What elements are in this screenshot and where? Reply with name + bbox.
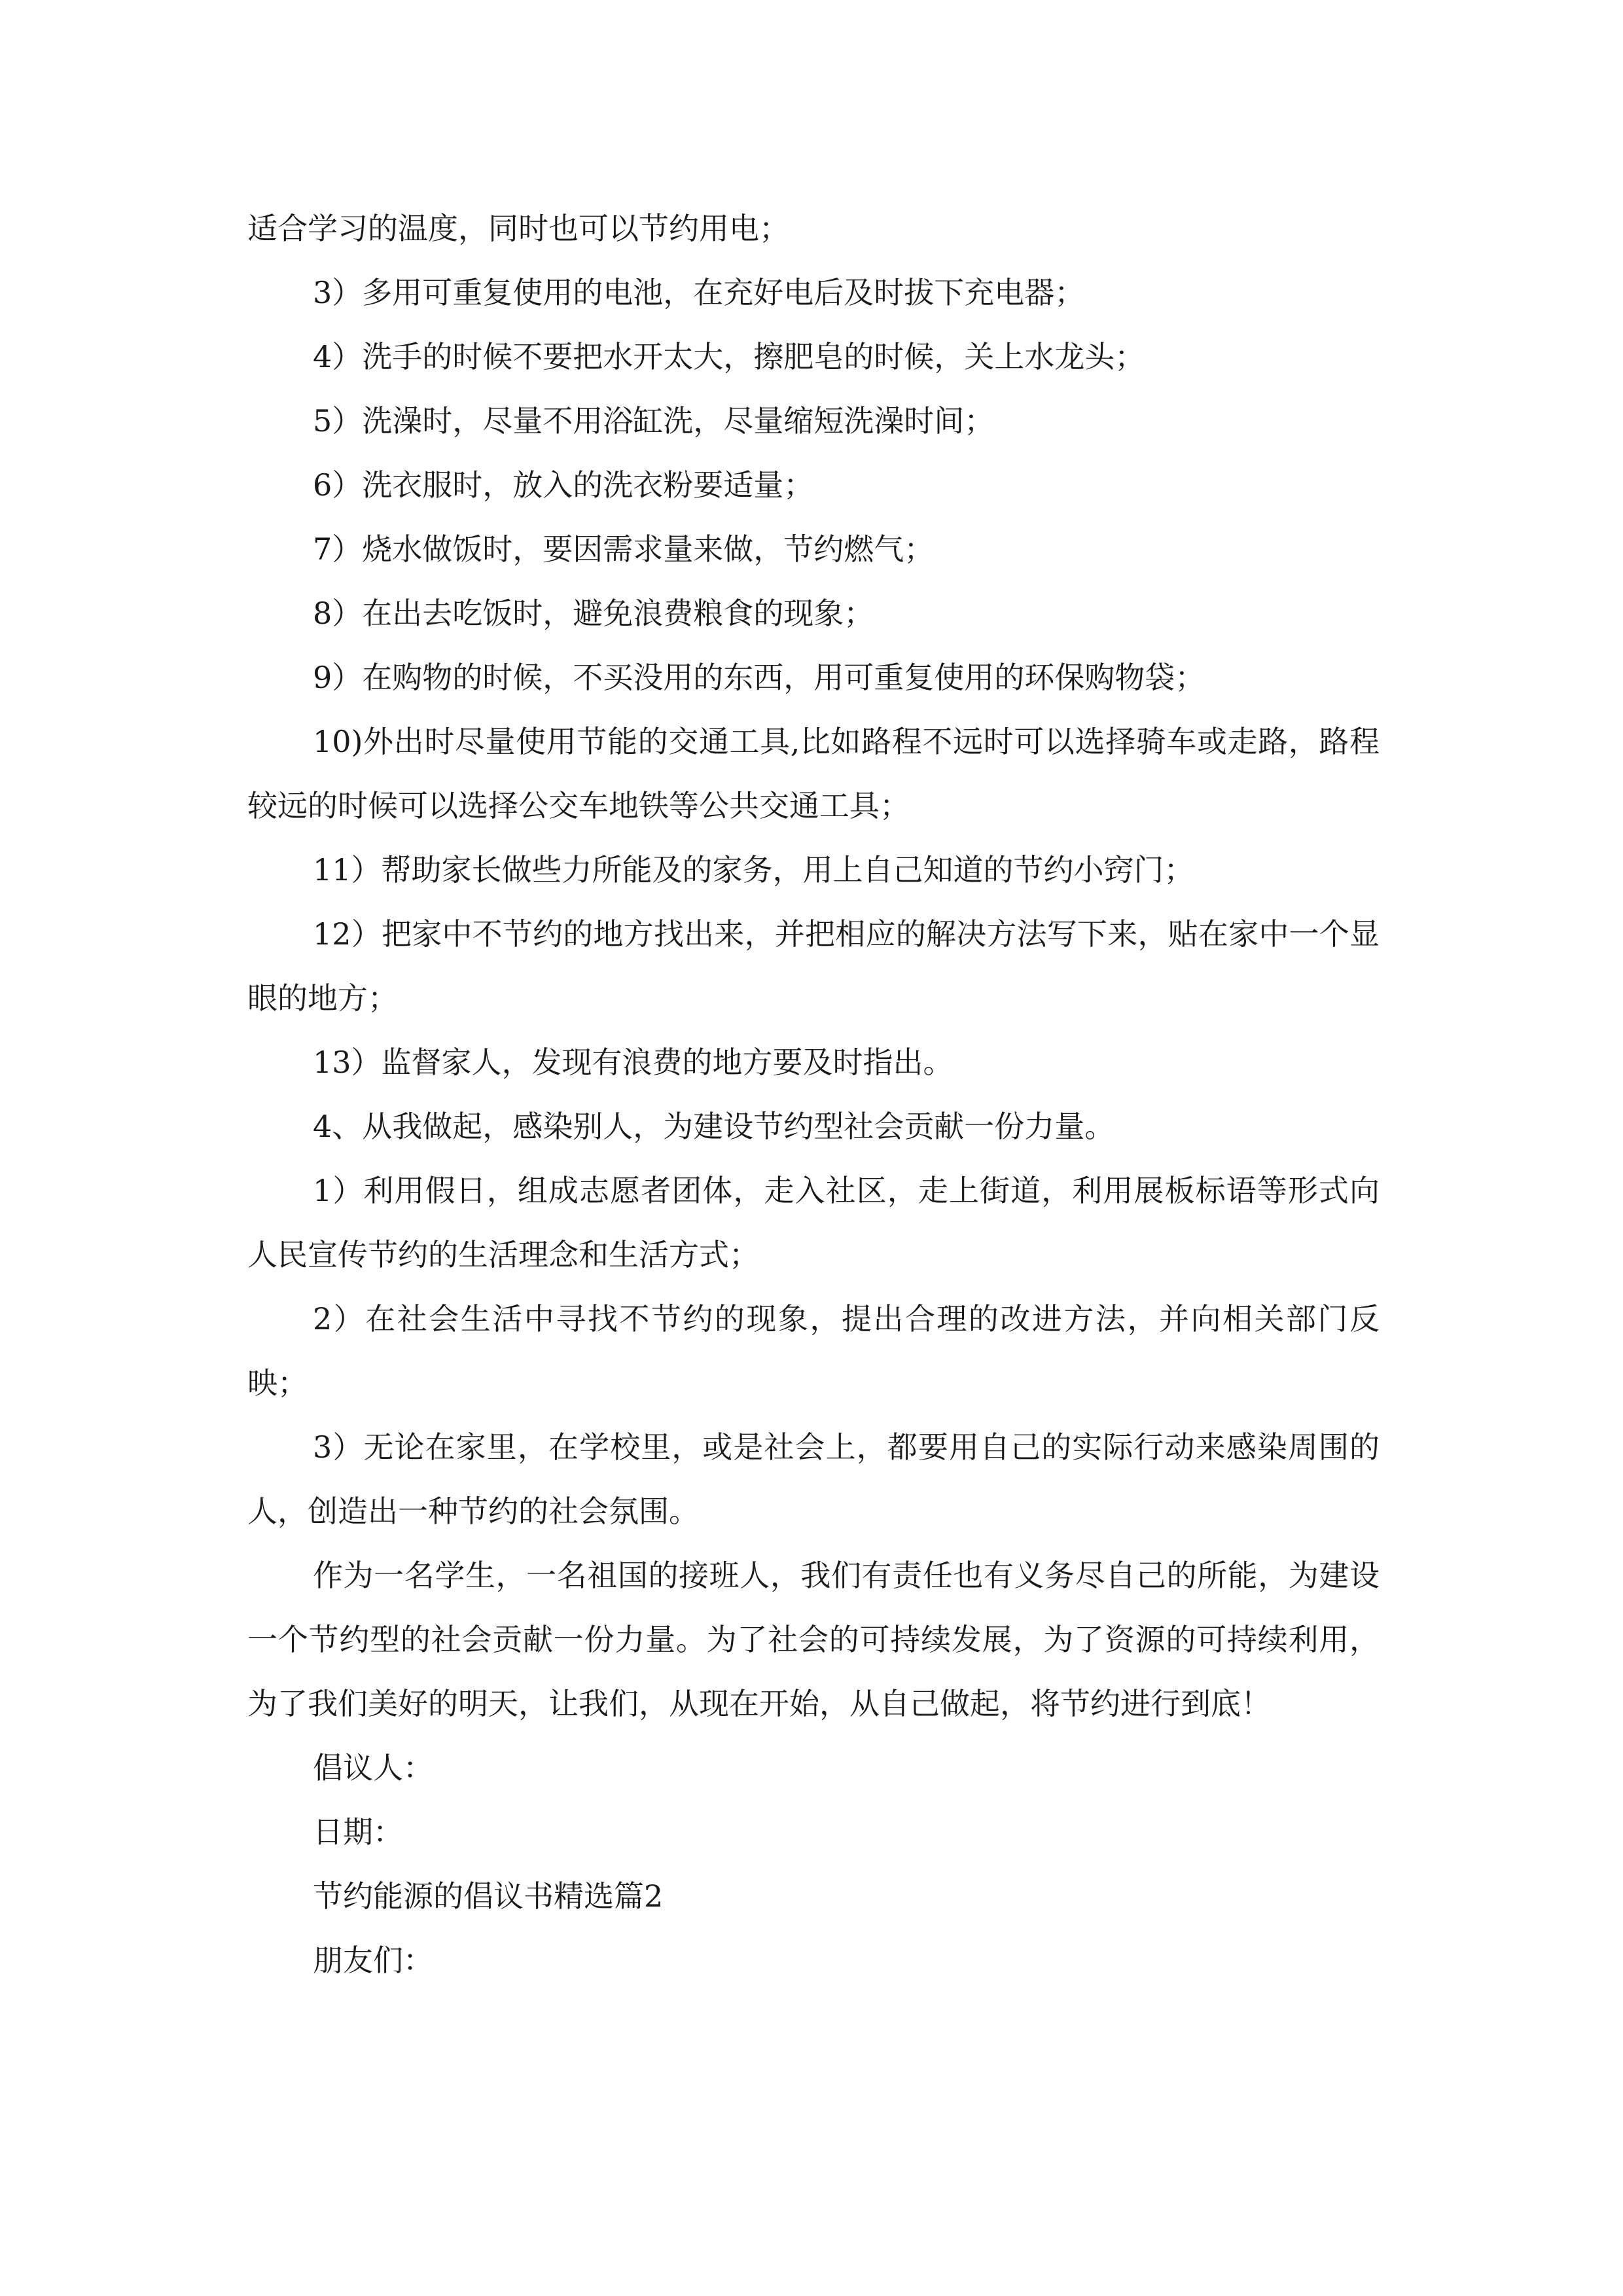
paragraph: 4）洗手的时候不要把水开太大，擦肥皂的时候，关上水龙头；	[313, 339, 1145, 374]
paragraph: 6）洗衣服时，放入的洗衣粉要适量；	[313, 467, 814, 503]
paragraph: 3）多用可重复使用的电池，在充好电后及时拔下充电器；	[313, 275, 1085, 310]
paragraph: 适合学习的温度，同时也可以节约用电；	[247, 211, 789, 246]
section-heading: 节约能源的倡议书精选篇2	[313, 1878, 664, 1914]
paragraph: 10)外出时尽量使用节能的交通工具,比如路程不远时可以选择骑车或走路，路程较远的时候可以选择公交车地铁等公共交通工具；	[247, 724, 1380, 823]
paragraph: 5）洗澡时，尽量不用浴缸洗，尽量缩短洗澡时间；	[313, 403, 995, 439]
paragraph: 1）利用假日，组成志愿者团体，走入社区，走上街道，利用展板标语等形式向人民宣传节约的生活理念和生活方式；	[247, 1173, 1380, 1272]
paragraph: 4、从我做起，感染别人，为建设节约型社会贡献一份力量。	[313, 1109, 1115, 1144]
paragraph: 11）帮助家长做些力所能及的家务，用上自己知道的节约小窍门；	[313, 852, 1194, 888]
paragraph: 2）在社会生活中寻找不节约的现象，提出合理的改进方法，并向相关部门反映；	[247, 1301, 1380, 1401]
salutation: 朋友们：	[313, 1943, 433, 1978]
paragraph: 作为一名学生，一名祖国的接班人，我们有责任也有义务尽自己的所能，为建设一个节约型的社会贡献一份力量。为了社会的可持续发展，为了资源的可持续利用，为了我们美好的明天，让我们，从现在开始，从自己做起，将节约进行到底！	[247, 1558, 1380, 1721]
paragraph: 9）在购物的时候，不买没用的东西，用可重复使用的环保购物袋；	[313, 660, 1205, 695]
date-label: 日期：	[313, 1814, 403, 1850]
signature-label: 倡议人：	[313, 1750, 433, 1785]
paragraph: 12）把家中不节约的地方找出来，并把相应的解决方法写下来，贴在家中一个显眼的地方；	[247, 916, 1380, 1016]
paragraph: 8）在出去吃饭时，避免浪费粮食的现象；	[313, 596, 874, 631]
paragraph: 13）监督家人，发现有浪费的地方要及时指出。	[313, 1045, 954, 1080]
paragraph: 7）烧水做饭时，要因需求量来做，节约燃气；	[313, 531, 935, 567]
document-body	[247, 196, 1380, 1992]
paragraph: 3）无论在家里，在学校里，或是社会上，都要用自己的实际行动来感染周围的人，创造出一种节约的社会氛围。	[247, 1429, 1380, 1529]
